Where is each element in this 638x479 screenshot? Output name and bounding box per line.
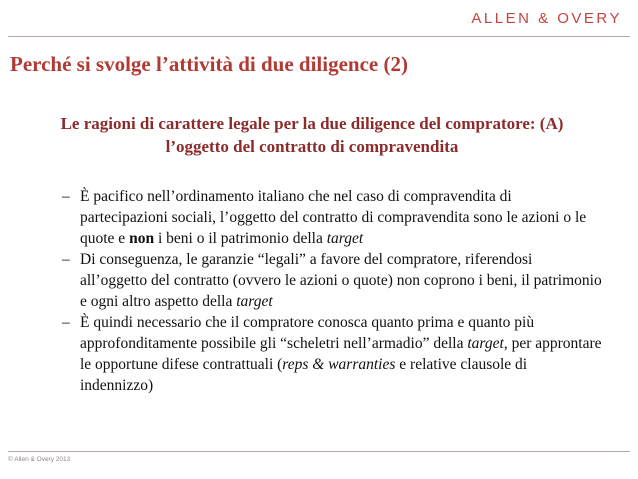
bullet-dash: – [62, 188, 70, 205]
bullet-text: Di conseguenza, le garanzie “legali” a favore del compratore, riferendosi all’oggetto del contratto (ovvero le azioni o quote) non coprono i beni, il patrimonio e ogni altro aspetto della [80, 251, 602, 310]
bullet-italic-text: reps & warranties [282, 356, 396, 373]
bullet-dash: – [62, 251, 70, 268]
bullet-italic-text: target [236, 293, 273, 310]
bullet-italic-text: target [467, 335, 504, 352]
footer-divider [8, 451, 630, 452]
bullet-bold-text: non [129, 230, 155, 247]
bullet-text: i beni o il patrimonio della [154, 230, 327, 247]
bullet-italic-text: target [326, 230, 364, 247]
bullet-text: , per approntare le opportune difese contrattuali ( [80, 335, 602, 373]
bullet-text: È pacifico nell’ordinamento italiano che nel caso di compravendita di partecipazioni sociali, l’oggetto del contratto di compravendita sono le azioni o le quote e [80, 188, 587, 247]
slide-title: Perché si svolge l’attività di due diligence (2) [10, 52, 408, 76]
slide-subtitle: Le ragioni di carattere legale per la due diligence del compratore: (A) l’oggetto del contratto di compravendita [60, 114, 564, 156]
bullet-item [62, 186, 602, 249]
bullet-text: È quindi necessario che il compratore conosca quanto prima e quanto più approfonditamente possibile gli “scheletri nell’armadio” della [80, 314, 535, 352]
allen-overy-logo: ALLEN & OVERY [471, 10, 622, 27]
bullet-list [62, 186, 602, 396]
bullet-dash: – [62, 314, 70, 331]
bullet-text: e relative clausole di indennizzo) [80, 356, 528, 394]
bullet-item [62, 249, 602, 312]
copyright-text: © Allen & Overy 2013 [8, 456, 71, 463]
bullet-item [62, 312, 602, 396]
header-divider [8, 36, 630, 37]
